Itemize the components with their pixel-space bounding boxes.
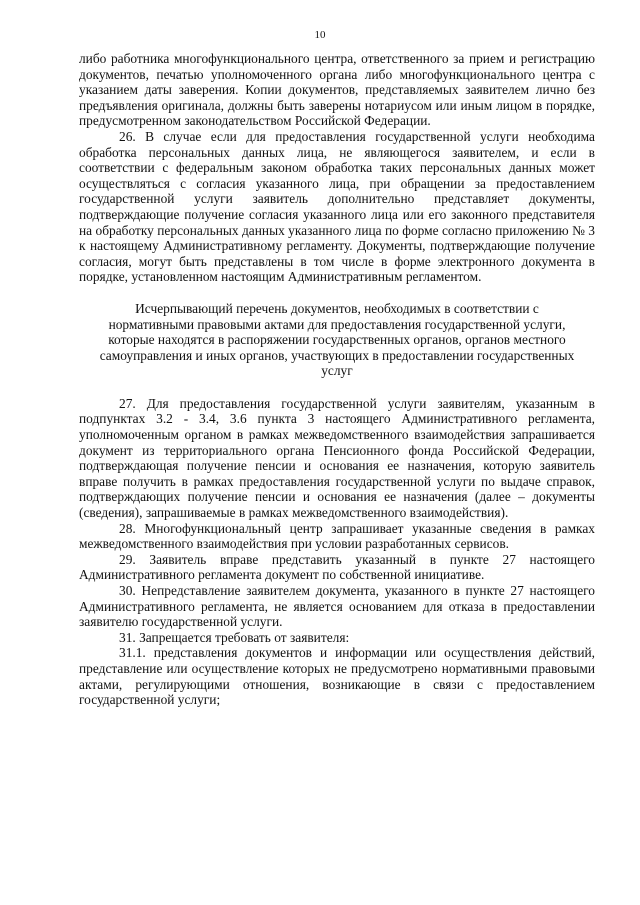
spacer [79, 285, 595, 301]
paragraph-31-1: 31.1. представления документов и информации или осуществления действий, представление или осуществление которых не предусмотрено нормативными правовыми актами, регулирующими отношения, возникающие в связи с предоставлением государственной услуги; [79, 645, 595, 708]
document-body [79, 51, 595, 708]
paragraph-29: 29. Заявитель вправе представить указанный в пункте 27 настоящего Административного регламента документ по собственной инициативе. [79, 551, 595, 583]
paragraph-27: 27. Для предоставления государственной услуги заявителям, указанным в подпунктах 3.2 - 3.4, 3.6 пункта 3 настоящего Административного регламента, уполномоченным органом в рамках межведомственного взаимодействия запрашивается документ из территориального органа Пенсионного фонда Российской Федерации, подтверждающая получение пенсии и основания ее назначения, которую заявитель вправе получить в рамках предоставления государственной услуги по выдаче справок, подтверждающих получение пенсии и основания ее назначения (далее – документы (сведения), запрашиваемые в рамках межведомственного взаимодействия). [79, 395, 595, 521]
paragraph-26: 26. В случае если для предоставления государственной услуги необходима обработка персональных данных лица, не являющегося заявителем, и если в соответствии с федеральным законом обработка таких персональных данных может осуществляться с согласия указанного лица, при обращении за предоставлением государственной услуги заявитель дополнительно представляет документы, подтверждающие получение согласия указанного лица или его законного представителя на обработку персональных данных указанного лица по форме согласно приложению № 3 к настоящему Административному регламенту. Документы, подтверждающие получение согласия, могут быть представлены в том числе в форме электронного документа в порядке, установленном настоящим Административным регламентом. [79, 128, 595, 285]
paragraph-31: 31. Запрещается требовать от заявителя: [119, 629, 350, 645]
paragraph-continuation: либо работника многофункционального центра, ответственного за прием и регистрацию документов, печатью уполномоченного органа либо многофункционального центра с указанием даты заверения. Копии документов, представляемых заявителем лично без предъявления оригинала, должны быть заверены нотариусом или иным лицом в порядке, предусмотренном законодательством Российской Федерации. [79, 51, 595, 129]
section-heading: Исчерпывающий перечень документов, необходимых в соответствии с нормативными правовыми актами для предоставления государственной услуги, которые находятся в распоряжении государственных органов, органов местного самоуправления и иных органов, участвующих в предоставлении государственных услуг [99, 300, 575, 379]
paragraph-30: 30. Непредставление заявителем документа, указанного в пункте 27 настоящего Административного регламента, не является основанием для отказа в предоставлении заявителю государственной услуги. [79, 583, 595, 630]
page-number: 10 [314, 29, 326, 41]
paragraph-28: 28. Многофункциональный центр запрашивает указанные сведения в рамках межведомственного взаимодействия при условии разработанных сервисов. [79, 520, 595, 552]
spacer [79, 379, 595, 396]
